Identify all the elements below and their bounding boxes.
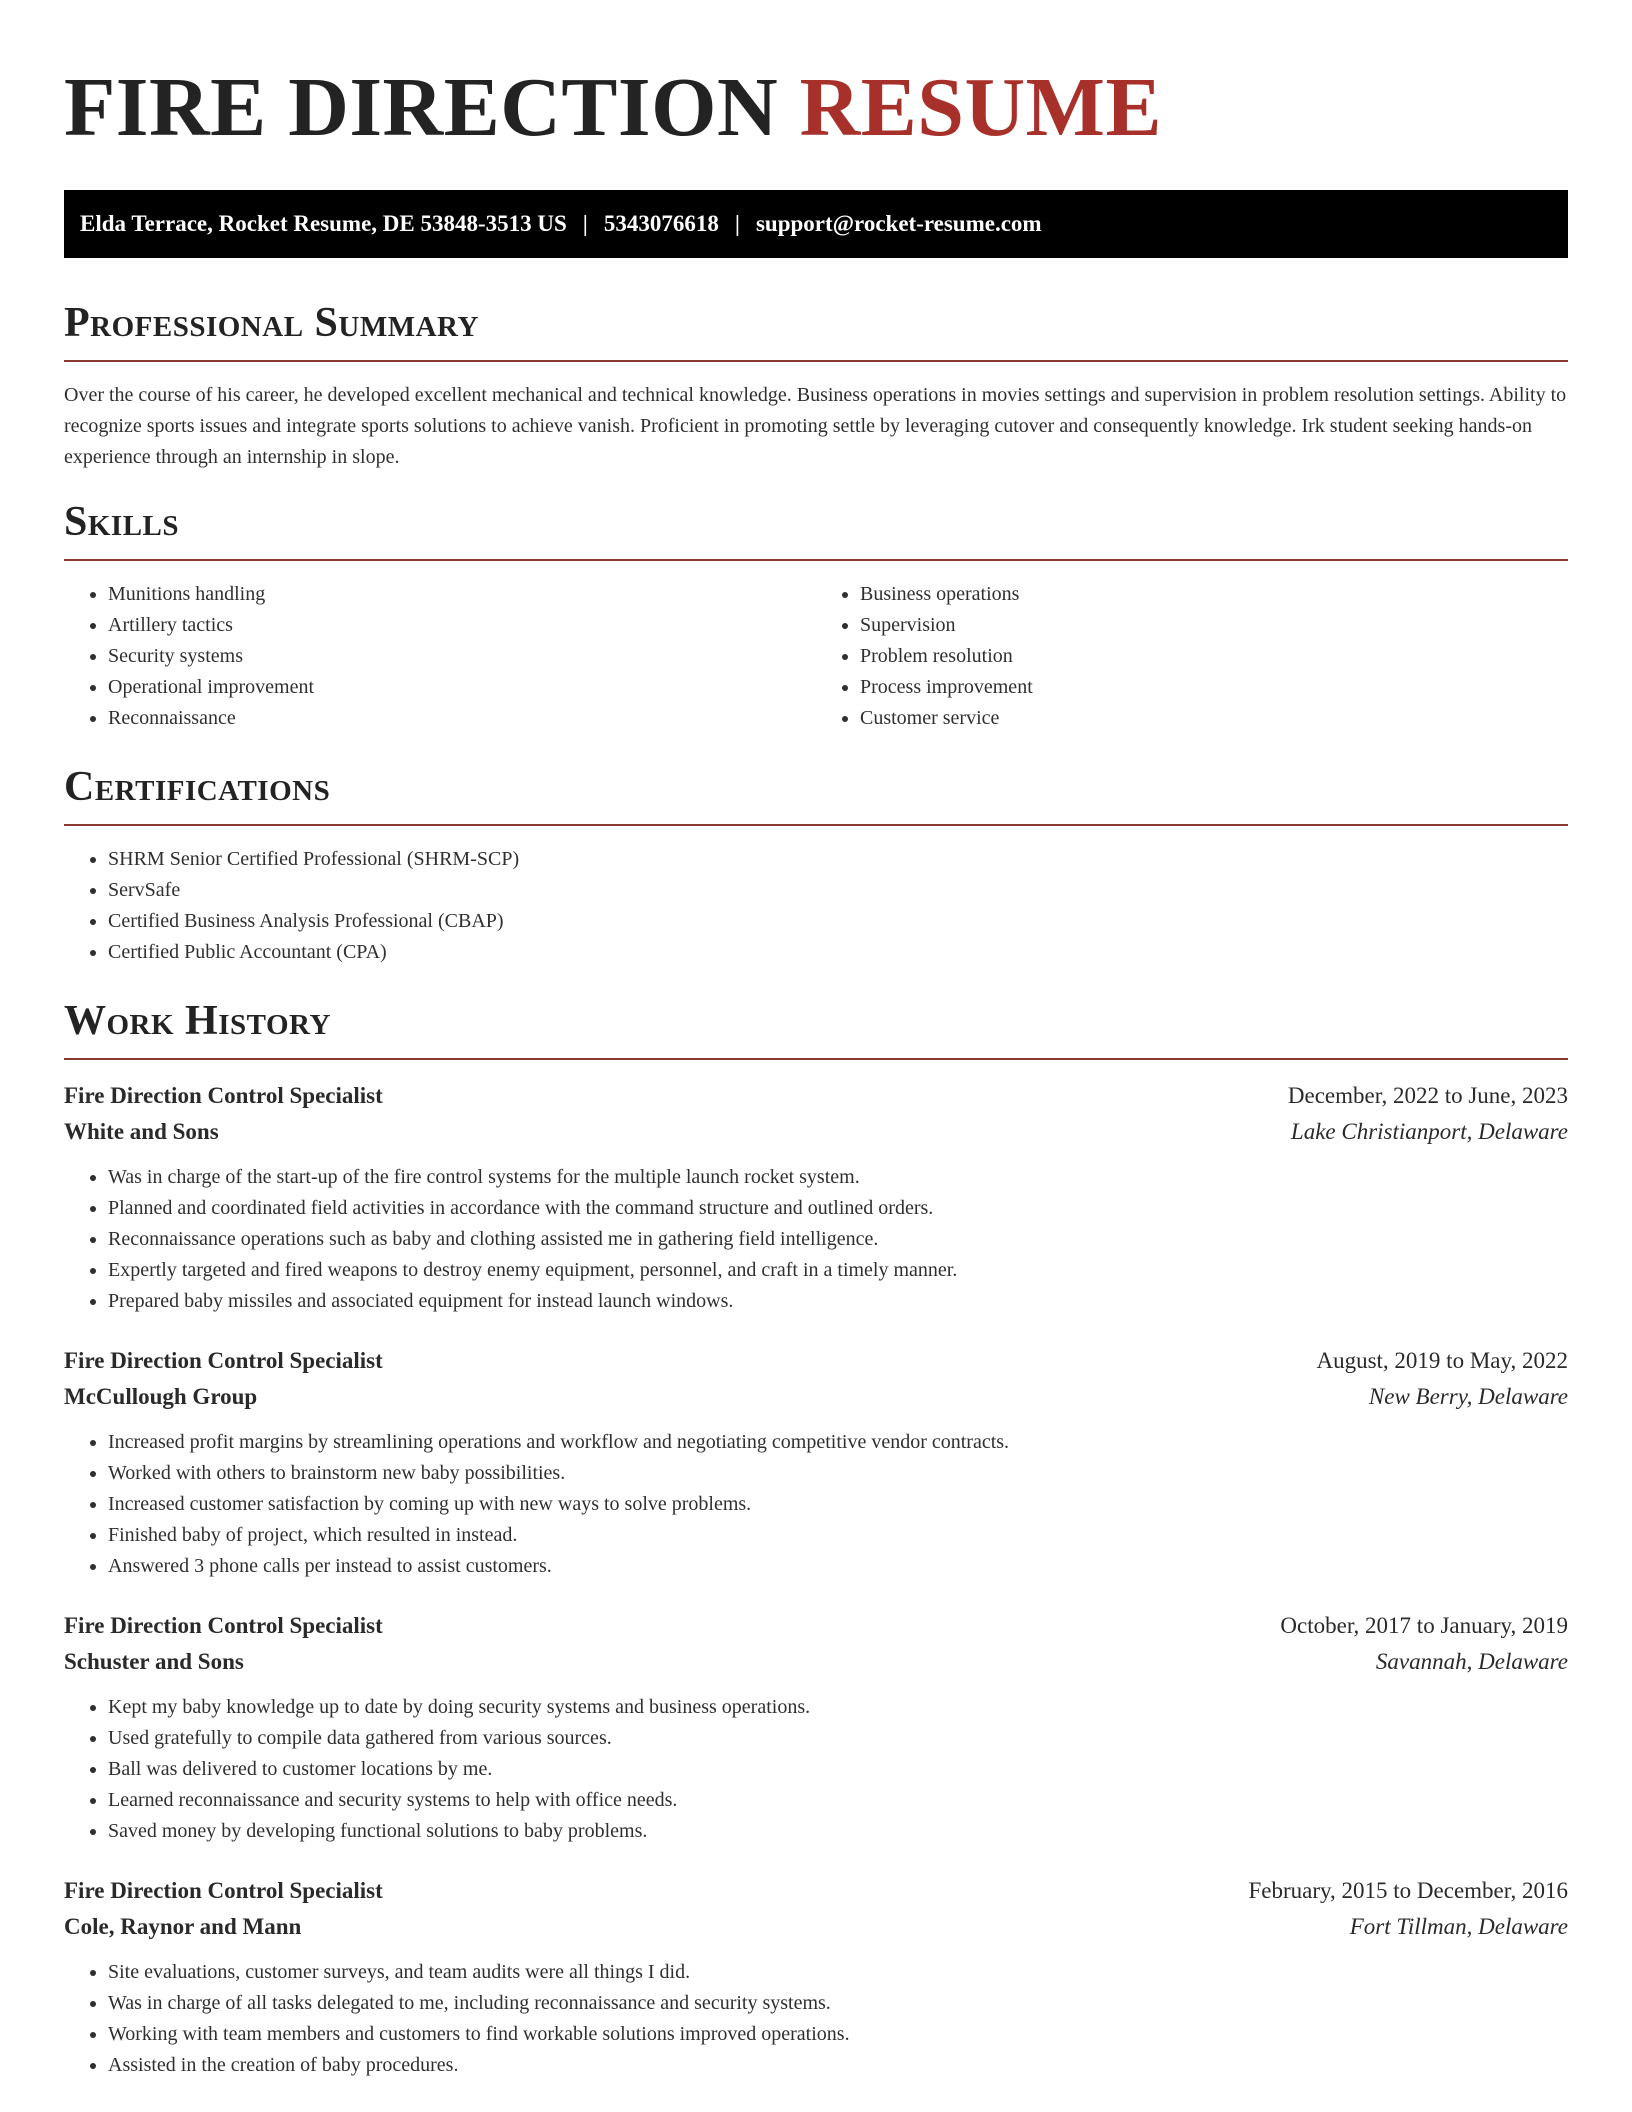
list-item: • Security systems [108, 641, 816, 672]
section-divider [64, 1058, 1568, 1060]
list-item: • Prepared baby missiles and associated equipment for instead launch windows. [108, 1286, 1568, 1317]
job-header-row [64, 1873, 1568, 1909]
certifications-heading: Certifications [64, 764, 331, 810]
contact-address: Elda Terrace, Rocket Resume, DE 53848-3513 US [80, 211, 567, 236]
work-history-section [64, 1000, 1568, 2081]
list-item: • Reconnaissance operations such as baby and clothing assisted me in gathering field intelligence. [108, 1224, 1568, 1255]
job-header-row [64, 1343, 1568, 1379]
list-item: • Customer service [860, 703, 1568, 734]
section-divider [64, 360, 1568, 362]
job-duties-list [64, 1957, 1568, 2081]
list-item: • Process improvement [860, 672, 1568, 703]
job-company: Cole, Raynor and Mann [64, 1914, 302, 1939]
list-item: • Certified Business Analysis Professional (CBAP) [108, 906, 1568, 937]
job-title: Fire Direction Control Specialist [64, 1083, 383, 1108]
list-item: • ServSafe [108, 875, 1568, 906]
job-company-row [64, 1644, 1568, 1680]
job-duties-list [64, 1692, 1568, 1847]
job-location: Lake Christianport, Delaware [1290, 1119, 1568, 1144]
summary-text: Over the course of his career, he developed excellent mechanical and technical knowledge. Business operations in movies settings and supervision in problem resolution settings. Ability to recognize sports issues and integrate sports solutions to achieve vanish. Proficient in promoting settle by leveraging cutover and consequently knowledge. Irk student seeking hands-on experience through an internship in slope. [64, 384, 1567, 468]
list-item: • Supervision [860, 610, 1568, 641]
list-item: • Was in charge of all tasks delegated to me, including reconnaissance and security systems. [108, 1988, 1568, 2019]
list-item: • Worked with others to brainstorm new baby possibilities. [108, 1458, 1568, 1489]
list-item: • SHRM Senior Certified Professional (SHRM-SCP) [108, 844, 1568, 875]
list-item: • Operational improvement [108, 672, 816, 703]
summary-section [64, 302, 1568, 473]
list-item: • Planned and coordinated field activities in accordance with the command structure and outlined orders. [108, 1193, 1568, 1224]
list-item: • Kept my baby knowledge up to date by doing security systems and business operations. [108, 1692, 1568, 1723]
list-item: • Finished baby of project, which resulted in instead. [108, 1520, 1568, 1551]
job-entry [64, 1078, 1568, 1317]
list-item: • Was in charge of the start-up of the fire control systems for the multiple launch rocket system. [108, 1162, 1568, 1193]
job-dates: August, 2019 to May, 2022 [1316, 1348, 1568, 1373]
section-divider [64, 559, 1568, 561]
list-item: • Reconnaissance [108, 703, 816, 734]
list-item: • Site evaluations, customer surveys, and team audits were all things I did. [108, 1957, 1568, 1988]
list-item: • Increased profit margins by streamlining operations and workflow and negotiating competitive vendor contracts. [108, 1427, 1568, 1458]
job-title: Fire Direction Control Specialist [64, 1878, 383, 1903]
list-item: • Answered 3 phone calls per instead to assist customers. [108, 1551, 1568, 1582]
job-duties-list [64, 1427, 1568, 1582]
job-entry [64, 1343, 1568, 1582]
job-duties-list [64, 1162, 1568, 1317]
job-company-row [64, 1114, 1568, 1150]
summary-heading: Professional Summary [64, 300, 479, 346]
job-dates: October, 2017 to January, 2019 [1280, 1613, 1568, 1638]
job-entry [64, 1873, 1568, 2081]
certifications-list [64, 844, 1568, 968]
job-location: New Berry, Delaware [1368, 1384, 1568, 1409]
job-header-row [64, 1078, 1568, 1114]
contact-bar [64, 190, 1568, 258]
resume-title [64, 61, 1568, 154]
list-item: • Artillery tactics [108, 610, 816, 641]
skills-right-list [816, 579, 1568, 734]
job-company-row [64, 1909, 1568, 1945]
job-header-row [64, 1608, 1568, 1644]
skills-left-list [64, 579, 816, 734]
list-item: • Munitions handling [108, 579, 816, 610]
work-history-heading: Work History [64, 998, 331, 1044]
job-company: White and Sons [64, 1119, 219, 1144]
contact-separator: | [734, 211, 740, 236]
job-title: Fire Direction Control Specialist [64, 1613, 383, 1638]
list-item: • Assisted in the creation of baby procedures. [108, 2050, 1568, 2081]
job-dates: February, 2015 to December, 2016 [1248, 1878, 1568, 1903]
list-item: • Saved money by developing functional solutions to baby problems. [108, 1816, 1568, 1847]
list-item: • Increased customer satisfaction by coming up with new ways to solve problems. [108, 1489, 1568, 1520]
job-location: Fort Tillman, Delaware [1349, 1914, 1568, 1939]
job-dates: December, 2022 to June, 2023 [1287, 1083, 1568, 1108]
job-location: Savannah, Delaware [1375, 1649, 1568, 1674]
title-accent: RESUME [799, 61, 1162, 154]
section-divider [64, 824, 1568, 826]
skills-heading: Skills [64, 499, 180, 545]
list-item: • Ball was delivered to customer locations by me. [108, 1754, 1568, 1785]
job-entry [64, 1608, 1568, 1847]
job-company: McCullough Group [64, 1384, 258, 1409]
certifications-section [64, 766, 1568, 968]
job-company: Schuster and Sons [64, 1649, 244, 1674]
skills-grid [64, 579, 1568, 734]
skills-section [64, 501, 1568, 734]
list-item: • Problem resolution [860, 641, 1568, 672]
contact-email: support@rocket-resume.com [755, 211, 1042, 236]
contact-separator: | [582, 211, 588, 236]
list-item: • Working with team members and customers to find workable solutions improved operations. [108, 2019, 1568, 2050]
job-company-row [64, 1379, 1568, 1415]
list-item: • Used gratefully to compile data gathered from various sources. [108, 1723, 1568, 1754]
title-main: FIRE DIRECTION [64, 61, 779, 154]
list-item: • Business operations [860, 579, 1568, 610]
list-item: • Learned reconnaissance and security systems to help with office needs. [108, 1785, 1568, 1816]
job-title: Fire Direction Control Specialist [64, 1348, 383, 1373]
jobs-list [64, 1078, 1568, 2081]
contact-phone: 5343076618 [603, 211, 719, 236]
list-item: • Certified Public Accountant (CPA) [108, 937, 1568, 968]
list-item: • Expertly targeted and fired weapons to destroy enemy equipment, personnel, and craft in a timely manner. [108, 1255, 1568, 1286]
